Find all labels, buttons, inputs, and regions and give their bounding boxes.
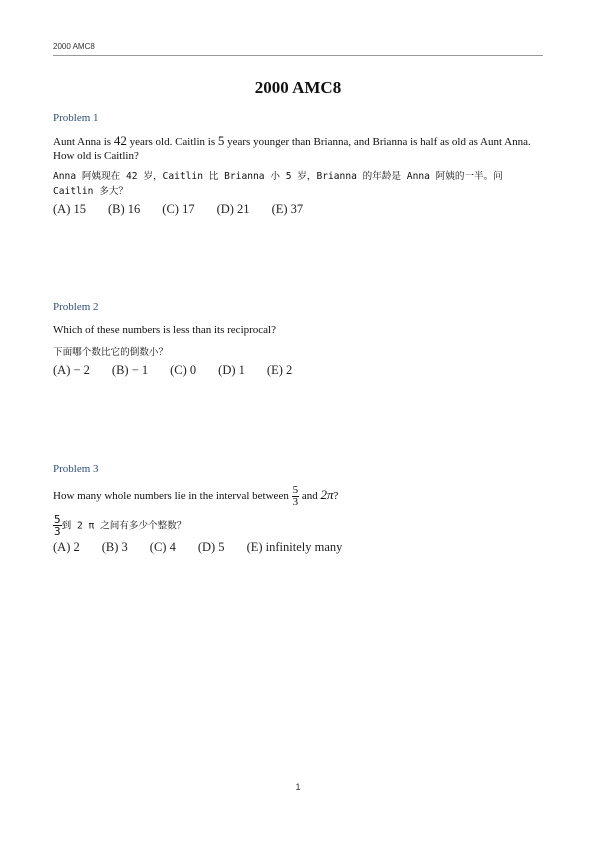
choice-c: (C) 4 (149, 540, 176, 554)
fraction-five-thirds (292, 485, 300, 508)
problem-1-number-42: 42 (113, 133, 127, 148)
problem-1 (53, 112, 543, 217)
problem-3-translation (53, 514, 543, 537)
page-number: 1 (295, 782, 301, 792)
problem-3-text-a: How many whole numbers lie in the interval between (53, 490, 292, 503)
choice-e: (E) 2 (266, 363, 293, 377)
choice-d: (D) 5 (197, 540, 225, 554)
choice-a: (A) 2 (53, 540, 80, 554)
problem-3-statement (53, 485, 543, 508)
choice-a: (A) 15 (53, 202, 86, 216)
problem-2-choices (53, 363, 543, 378)
running-header: 2000 AMC8 (53, 42, 543, 56)
problem-3-heading: Problem 3 (53, 463, 99, 475)
problem-1-choices (53, 202, 543, 217)
problem-1-text-c: years younger than Brianna, and Brianna is half as old as Aunt Anna. How old is Caitlin? (53, 136, 531, 162)
problem-1-text-a: Aunt Anna is (53, 136, 114, 148)
two-pi: 2π (320, 487, 334, 503)
problem-1-translation-line-2: Caitlin 多大？ (53, 186, 128, 197)
choice-a: (A) − 2 (53, 363, 90, 377)
problem-1-translation-line-1: Anna 阿姨现在 42 岁，Caitlin 比 Brianna 小 5 岁，Brianna 的年龄是 Anna 阿姨的一半。问 (53, 171, 503, 182)
problem-3-text-c: ? (333, 490, 339, 503)
fraction-denominator: 3 (54, 525, 61, 538)
choice-e: (E) infinitely many (246, 540, 343, 554)
choice-d: (D) 1 (218, 363, 245, 377)
problem-3-translation-text: 到 2 π 之间有多少个整数？ (61, 520, 187, 532)
choice-d: (D) 21 (216, 202, 250, 216)
choice-c: (C) 0 (170, 363, 197, 377)
choice-c: (C) 17 (162, 202, 195, 216)
choice-b: (B) − 1 (111, 363, 149, 377)
choice-e: (E) 37 (271, 202, 304, 216)
page-title: 2000 AMC8 (254, 78, 342, 97)
fraction-denominator: 3 (292, 496, 299, 508)
problem-1-text-b: years old. Caitlin is (126, 136, 218, 148)
problem-3-choices (53, 540, 543, 555)
problem-3-text-b: and (299, 490, 321, 503)
fraction-numerator: 5 (292, 484, 299, 496)
problem-3 (53, 463, 543, 555)
problem-2 (53, 301, 543, 378)
problem-1-heading: Problem 1 (53, 112, 99, 124)
problem-2-statement: Which of these numbers is less than its reciprocal? (53, 324, 276, 336)
fraction-five-thirds-zh (53, 514, 62, 537)
problem-2-translation: 下面哪个数比它的倒数小？ (53, 347, 169, 358)
problem-1-translation (53, 169, 543, 199)
problem-2-heading: Problem 2 (53, 301, 99, 313)
problem-1-statement (53, 134, 543, 163)
choice-b: (B) 16 (107, 202, 141, 216)
choice-b: (B) 3 (101, 540, 128, 554)
problem-1-number-5: 5 (217, 133, 225, 148)
fraction-numerator: 5 (54, 513, 61, 526)
